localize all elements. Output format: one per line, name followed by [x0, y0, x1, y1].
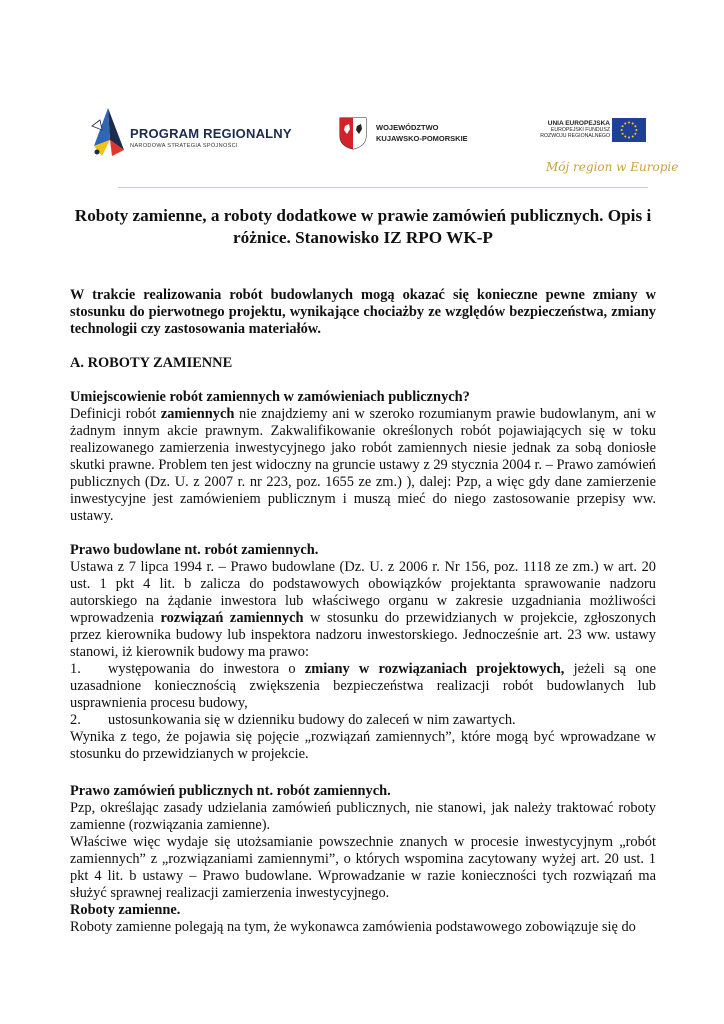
s1-text-b: nie znajdziemy ani w szeroko rozumianym prawie budowlanym, ani w żadnym innym akcie prawnym. Zakwalifikowanie określonych robót pojawiających się w toku realizowanego zamierzenia inwestycyjnego jako robót zamiennych niesie jednak za sobą doniosłe skutki prawne. Problem ten jest widoczny na gruncie ustawy z 29 stycznia 2004 r. – Prawo zamówień publicznych (Dz. U. z 2007 r. nr 223, poz. 1655 ze zm.) ), dalej: Pzp, a więc gdy dane zamierzenie inwestycyjne jest zamówieniem publicznym i muszą mieć do niego zastosowanie przepisy ww. ustawy. — [70, 406, 656, 524]
document-title: Roboty zamienne, a roboty dodatkowe w prawie zamówień publicznych. Opis i różnice. Stanowisko IZ RPO WK-P — [74, 206, 652, 247]
s2-text-a: Ustawa z 7 lipca 1994 r. – Prawo budowlane (Dz. U. z 2006 r. Nr 156, poz. 1118 ze zm.) w art. 20 ust. 1 pkt 4 lit. b zalicza do podstawowych obowiązków projektanta sprawowanie nadzoru autorskiego na żądanie inwestora lub właściwego organu w zakresie uzgadniania możliwości wprowadzenia — [70, 559, 656, 626]
eu-line2: EUROPEJSKI FUNDUSZ — [550, 127, 610, 133]
section-a-heading: A. ROBOTY ZAMIENNE — [70, 355, 233, 371]
s2-text-b: w stosunku do przewidzianych w projekcie, zgłoszonych przez kierownika budowy lub inspektora nadzoru inwestorskiego. Jednocześnie art. 23 ww. ustawy stanowi, iż kierownik budowy ma prawo: — [70, 610, 656, 660]
s2-bold: rozwiązań zamiennych — [160, 610, 304, 626]
crest-icon — [338, 116, 368, 150]
s1-bold: zamiennych — [160, 406, 235, 422]
item1-text-b: jeżeli są one uzasadnione koniecznością zwiększenia bezpieczeństwa realizacji robót budowlanych lub usprawnienia procesu budowy, — [70, 661, 657, 711]
list-item — [70, 712, 656, 729]
program-subtitle: NARODOWA STRATEGIA SPÓJNOŚCI — [130, 143, 238, 149]
region-line2: KUJAWSKO-POMORSKIE — [376, 134, 468, 143]
s2-paragraph — [70, 559, 656, 661]
s3-paragraph1: Pzp, określając zasady udzielania zamówień publicznych, nie stanowi, jak należy traktować roboty zamienne (rozwiązania zamienne). — [70, 800, 656, 833]
s3-subheading: Roboty zamienne. — [70, 902, 181, 918]
region-line1: WOJEWÓDZTWO — [376, 123, 439, 132]
s3-heading: Prawo zamówień publicznych nt. robót zamiennych. — [70, 783, 391, 799]
s3-paragraph3: Roboty zamienne polegają na tym, że wykonawca zamówienia podstawowego zobowiązuje się do — [70, 919, 636, 935]
program-star-icon — [88, 106, 126, 158]
s1-heading: Umiejscowienie robót zamiennych w zamówieniach publicznych? — [70, 389, 470, 405]
item1-text-a: występowania do inwestora o — [108, 661, 305, 677]
eu-line1: UNIA EUROPEJSKA — [547, 120, 610, 127]
list-item — [70, 661, 656, 712]
header-logos — [0, 100, 724, 195]
s1-text-a: Definicji robót — [70, 406, 161, 422]
item2-text: ustosunkowania się w dzienniku budowy do zaleceń w nim zawartych. — [108, 712, 516, 728]
eu-line3: ROZWOJU REGIONALNEGO — [540, 133, 610, 139]
s2-heading: Prawo budowlane nt. robót zamiennych. — [70, 542, 319, 558]
wojewodztwo-logo — [338, 114, 488, 154]
s3-paragraph2: Właściwe więc wydaje się utożsamianie powszechnie znanych w procesie inwestycyjnym „robót zamiennych” z „rozwiązaniami zamiennymi”, o których wspomina zacytowany wyżej art. 20 ust. 1 pkt 4 lit. b ustawy – Prawo budowlane. Wprowadzanie w razie konieczności tych rozwiązań ma służyć sprawnej realizacji zamierzenia inwestycyjnego. — [70, 834, 656, 901]
program-regionalny-logo — [88, 106, 293, 158]
s2-conclusion: Wynika z tego, że pojawia się pojęcie „rozwiązań zamiennych”, które mogą być wprowadzane w stosunku do przewidzianych w projekcie. — [70, 729, 656, 762]
eu-logo — [528, 114, 648, 154]
list-number: 1. — [70, 661, 81, 677]
program-title: PROGRAM REGIONALNY — [130, 126, 292, 141]
document-body — [70, 205, 656, 936]
motto: Mój region w Europie — [546, 160, 679, 174]
header-divider — [118, 187, 648, 188]
list-number: 2. — [70, 712, 81, 728]
item1-bold: zmiany w rozwiązaniach projektowych, — [304, 661, 565, 677]
eu-flag-icon — [612, 118, 646, 142]
lead-paragraph: W trakcie realizowania robót budowlanych mogą okazać się konieczne pewne zmiany w stosunku do pierwotnego projektu, wynikające chociażby ze względów bezpieczeństwa, zmiany technologii czy zastosowania materiałów. — [70, 287, 656, 337]
s1-paragraph — [70, 406, 656, 525]
